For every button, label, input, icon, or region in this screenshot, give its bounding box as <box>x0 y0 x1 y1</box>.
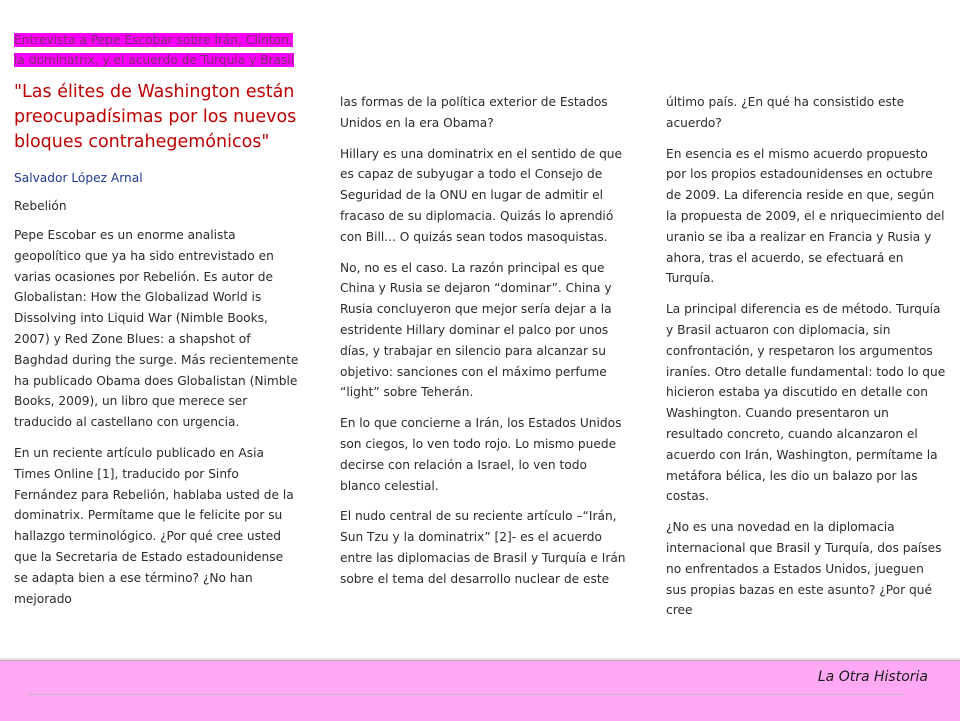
paragraph: las formas de la política exterior de Estados Unidos en la era Obama? <box>340 95 608 130</box>
column-1 <box>14 0 300 619</box>
headline <box>14 30 300 70</box>
column-2 <box>340 92 630 600</box>
paragraph: ¿No es una novedad en la diplomacia internacional que Brasil y Turquía, dos países no enfrentados a Estados Unidos, jueguen sus propias bazas en este asunto? ¿Por qué cree <box>666 520 942 618</box>
paragraph: Hillary es una dominatrix en el sentido de que es capaz de subyugar a todo el Consejo de Seguridad de la ONU en lugar de admitir el fracaso de su diplomacia. Quizás lo aprendió con Bill... O quizás sean todos masoquistas. <box>340 146 623 244</box>
paragraph: En lo que concierne a Irán, los Estados Unidos son ciegos, lo ven todo rojo. Lo mismo puede decirse con relación a Israel, lo ven todo blanco celestial. <box>340 416 622 493</box>
source: Rebelión <box>14 199 67 213</box>
paragraph: La principal diferencia es de método. Turquía y Brasil actuaron con diplomacia, sin confrontación, y respetaron los argumentos iraníes. Otro detalle fundamental: todo lo que hicieron estaba ya discutido en detalle con Washington. Cuando presentaron un resultado concreto, cuando alcanzaron el acuerdo con Irán, Washington, permítame la metáfora bélica, les dio un balazo por las costas. <box>666 302 946 504</box>
subtitle: "Las élites de Washington están preocupadísimas por los nuevos bloques contrahegemónicos" <box>14 82 297 152</box>
column-3 <box>666 92 946 631</box>
footer-rule <box>28 694 904 695</box>
paragraph: último país. ¿En qué ha consistido este acuerdo? <box>666 95 905 130</box>
paragraph: En un reciente artículo publicado en Asia Times Online [1], traducido por Sinfo Fernández para Rebelión, hablaba usted de la dominatrix. Permítame que le felicite por su hallazgo terminológico. ¿Por qué cree usted que la Secretaria de Estado estadounidense se adapta bien a ese término? ¿No han mejorado <box>14 445 294 606</box>
paragraph: En esencia es el mismo acuerdo propuesto por los propios estadounidenses en octubre de 2009. La diferencia reside en que, según la propuesta de 2009, el e nriquecimiento del uranio se iba a realizar en Francia y Rusia y ahora, tras el acuerdo, se efectuará en Turquía. <box>666 146 945 286</box>
footer-bar <box>0 660 960 721</box>
author: Salvador López Arnal <box>14 171 143 185</box>
footer-title: La Otra Historia <box>817 669 928 685</box>
headline-text: Entrevista a Pepe Escobar sobre Irán, Clinton, la dominatrix, y el acuerdo de Turquía y Brasil <box>14 33 295 67</box>
paragraph: No, no es el caso. La razón principal es que China y Rusia se dejaron “dominar”. China y Rusia concluyeron que mejor sería dejar a la estridente Hillary dominar el palco por unos días, y trabajar en silencio para alcanzar su objetivo: sanciones con el máximo perfume “light” sobre Teherán. <box>340 260 612 400</box>
paragraph: Pepe Escobar es un enorme analista geopolítico que ya ha sido entrevistado en varias ocasiones por Rebelión. Es autor de Globalistan: How the Globalizad World is Dissolving into Liquid War (Nimble Books, 2007) y Red Zone Blues: a shapshot of Baghdad during the surge. Más recientemente ha publicado Obama does Globalistan (Nimble Books, 2009), un libro que merece ser traducido al castellano con urgencia. <box>14 228 299 430</box>
paragraph: El nudo central de su reciente artículo –“Irán, Sun Tzu y la dominatrix” [2]- es el acuerdo entre las diplomacias de Brasil y Turquía e Irán sobre el tema del desarrollo nuclear de este <box>340 509 626 586</box>
